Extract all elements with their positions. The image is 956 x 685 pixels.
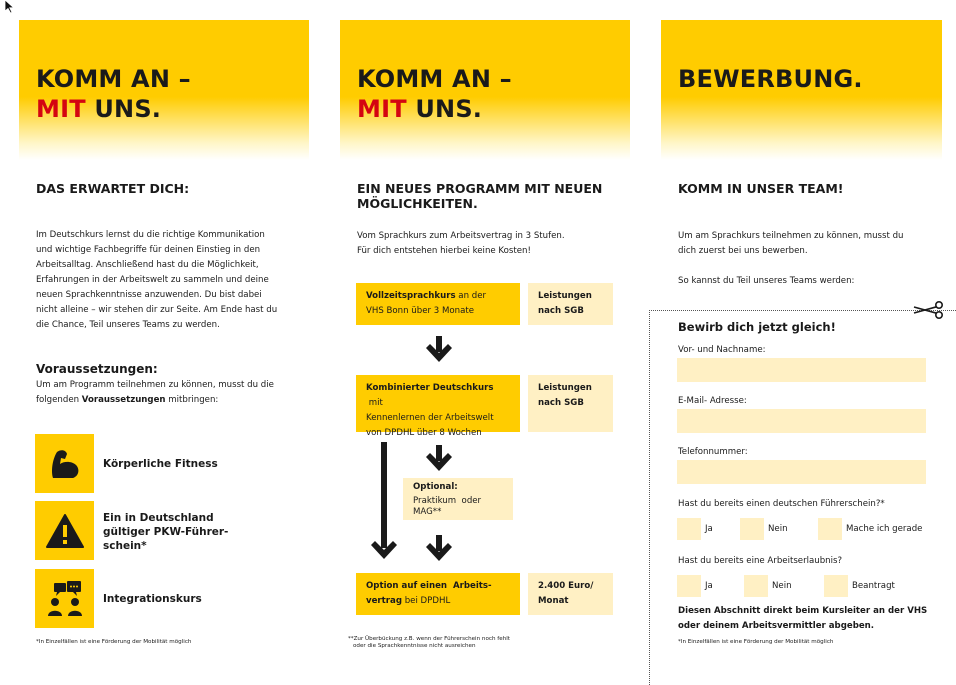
license-feature-box: [35, 501, 94, 560]
step2-funding-box: Leistungen nach SGB: [528, 375, 613, 432]
license-no-checkbox[interactable]: [740, 518, 764, 540]
panel3-hero-title: BEWERBUNG.: [678, 65, 863, 93]
optional-box: Optional: Praktikum oder MAG**: [403, 478, 513, 520]
email-field[interactable]: [677, 409, 926, 433]
form-instruction: Diesen Abschnitt direkt beim Kursleiter an der VHS oder deinem Arbeitsvermittler abgeben.: [678, 606, 928, 631]
panel3-heading: KOMM IN UNSER TEAM!: [678, 181, 844, 196]
mouse-cursor-icon: [4, 0, 16, 14]
integration-feature-label: Integrationskurs: [103, 593, 202, 605]
panel2-footnote: **Zur Überbückung z.B. wenn der Führerschein noch fehlt oder die Sprachkenntnisse nicht ausreichen: [348, 636, 510, 649]
phone-field[interactable]: [677, 460, 926, 484]
license-question: Hast du bereits einen deutschen Führerschein?*: [678, 499, 885, 509]
long-arrow-down-icon: [369, 442, 399, 564]
fitness-feature-box: [35, 434, 94, 493]
arrow-down-icon: [424, 534, 454, 564]
step1-funding-box: Leistungen nach SGB: [528, 283, 613, 325]
phone-label: Telefonnummer:: [678, 447, 748, 457]
panel3-footnote: *In Einzelfällen ist eine Förderung der Mobilität möglich: [678, 639, 834, 645]
permit-question: Hast du bereits eine Arbeitserlaubnis?: [678, 556, 843, 566]
arrow-down-icon: [424, 335, 454, 365]
salary-box: 2.400 Euro/ Monat: [528, 573, 613, 615]
cut-line-horizontal: [649, 310, 956, 311]
step2-box: Kombinierter Deutschkurs mit Kennenlernen der Arbeitswelt von DPDHL über 8 Wochen: [356, 375, 520, 432]
flexed-arm-icon: [45, 444, 85, 484]
panel3-intro: Um am Sprachkurs teilnehmen zu können, musst du dich zuerst bei uns bewerben. So kannst du Teil unseres Teams werden:: [678, 231, 904, 286]
panel2-heading: EIN NEUES PROGRAMM MIT NEUEN MÖGLICHKEITEN.: [357, 181, 603, 211]
step1-box: Vollzeitsprachkurs an der VHS Bonn über 3 Monate: [356, 283, 520, 325]
license-feature-label: Ein in Deutschland gültiger PKW-Führer- schein*: [103, 512, 229, 552]
permit-applied-label: Beantragt: [852, 581, 895, 591]
panel1-hero: [19, 20, 309, 160]
integration-feature-box: [35, 569, 94, 628]
permit-no-label: Nein: [772, 581, 792, 591]
license-no-label: Nein: [768, 524, 788, 534]
panel1-footnote: *In Einzelfällen ist eine Förderung der Mobilität möglich: [36, 639, 192, 645]
step3-box: Option auf einen Arbeits- vertrag bei DPDHL: [356, 573, 520, 615]
form-title: Bewirb dich jetzt gleich!: [678, 320, 836, 334]
license-yes-label: Ja: [705, 524, 713, 534]
group-chat-icon: [45, 580, 85, 618]
panel1-heading: DAS ERWARTET DICH:: [36, 181, 190, 196]
license-in-progress-checkbox[interactable]: [818, 518, 842, 540]
panel2-hero-title: KOMM AN – MIT UNS.: [357, 65, 512, 123]
permit-yes-checkbox[interactable]: [677, 575, 701, 597]
cut-line-vertical: [649, 310, 650, 685]
panel2-intro: Vom Sprachkurs zum Arbeitsvertrag in 3 Stufen. Für dich entstehen hierbei keine Kosten!: [357, 231, 565, 256]
license-yes-checkbox[interactable]: [677, 518, 701, 540]
fitness-feature-label: Körperliche Fitness: [103, 458, 218, 470]
permit-applied-checkbox[interactable]: [824, 575, 848, 597]
requirements-heading: Voraussetzungen:: [36, 362, 158, 376]
name-field[interactable]: [677, 358, 926, 382]
email-label: E-Mail- Adresse:: [678, 396, 747, 406]
warning-icon: [46, 513, 84, 549]
panel1-intro: Im Deutschkurs lernst du die richtige Kommunikation und wichtige Fachbegriffe für deinen Einstieg in den Arbeitsalltag. Anschließend hast du die Möglichkeit, Erfahrungen in der Arbeitswelt zu sammeln und deine neuen Sprachkenntnisse anzuwenden. Du bist dabei nicht alleine – wir stehen dir zur Seite. Am Ende hast du die Chance, Teil unseres Teams zu werden.: [36, 230, 278, 330]
panel2-hero: [340, 20, 630, 160]
panel3-hero: [661, 20, 942, 160]
scissors-icon: [912, 300, 944, 320]
arrow-down-icon: [424, 444, 454, 474]
permit-no-checkbox[interactable]: [744, 575, 768, 597]
license-in-progress-label: Mache ich gerade: [846, 524, 923, 534]
permit-yes-label: Ja: [705, 581, 713, 591]
name-label: Vor- und Nachname:: [678, 345, 766, 355]
panel1-hero-title: KOMM AN – MIT UNS.: [36, 65, 191, 123]
requirements-text: Um am Programm teilnehmen zu können, musst du die folgenden Voraussetzungen mitbringen:: [36, 380, 274, 405]
